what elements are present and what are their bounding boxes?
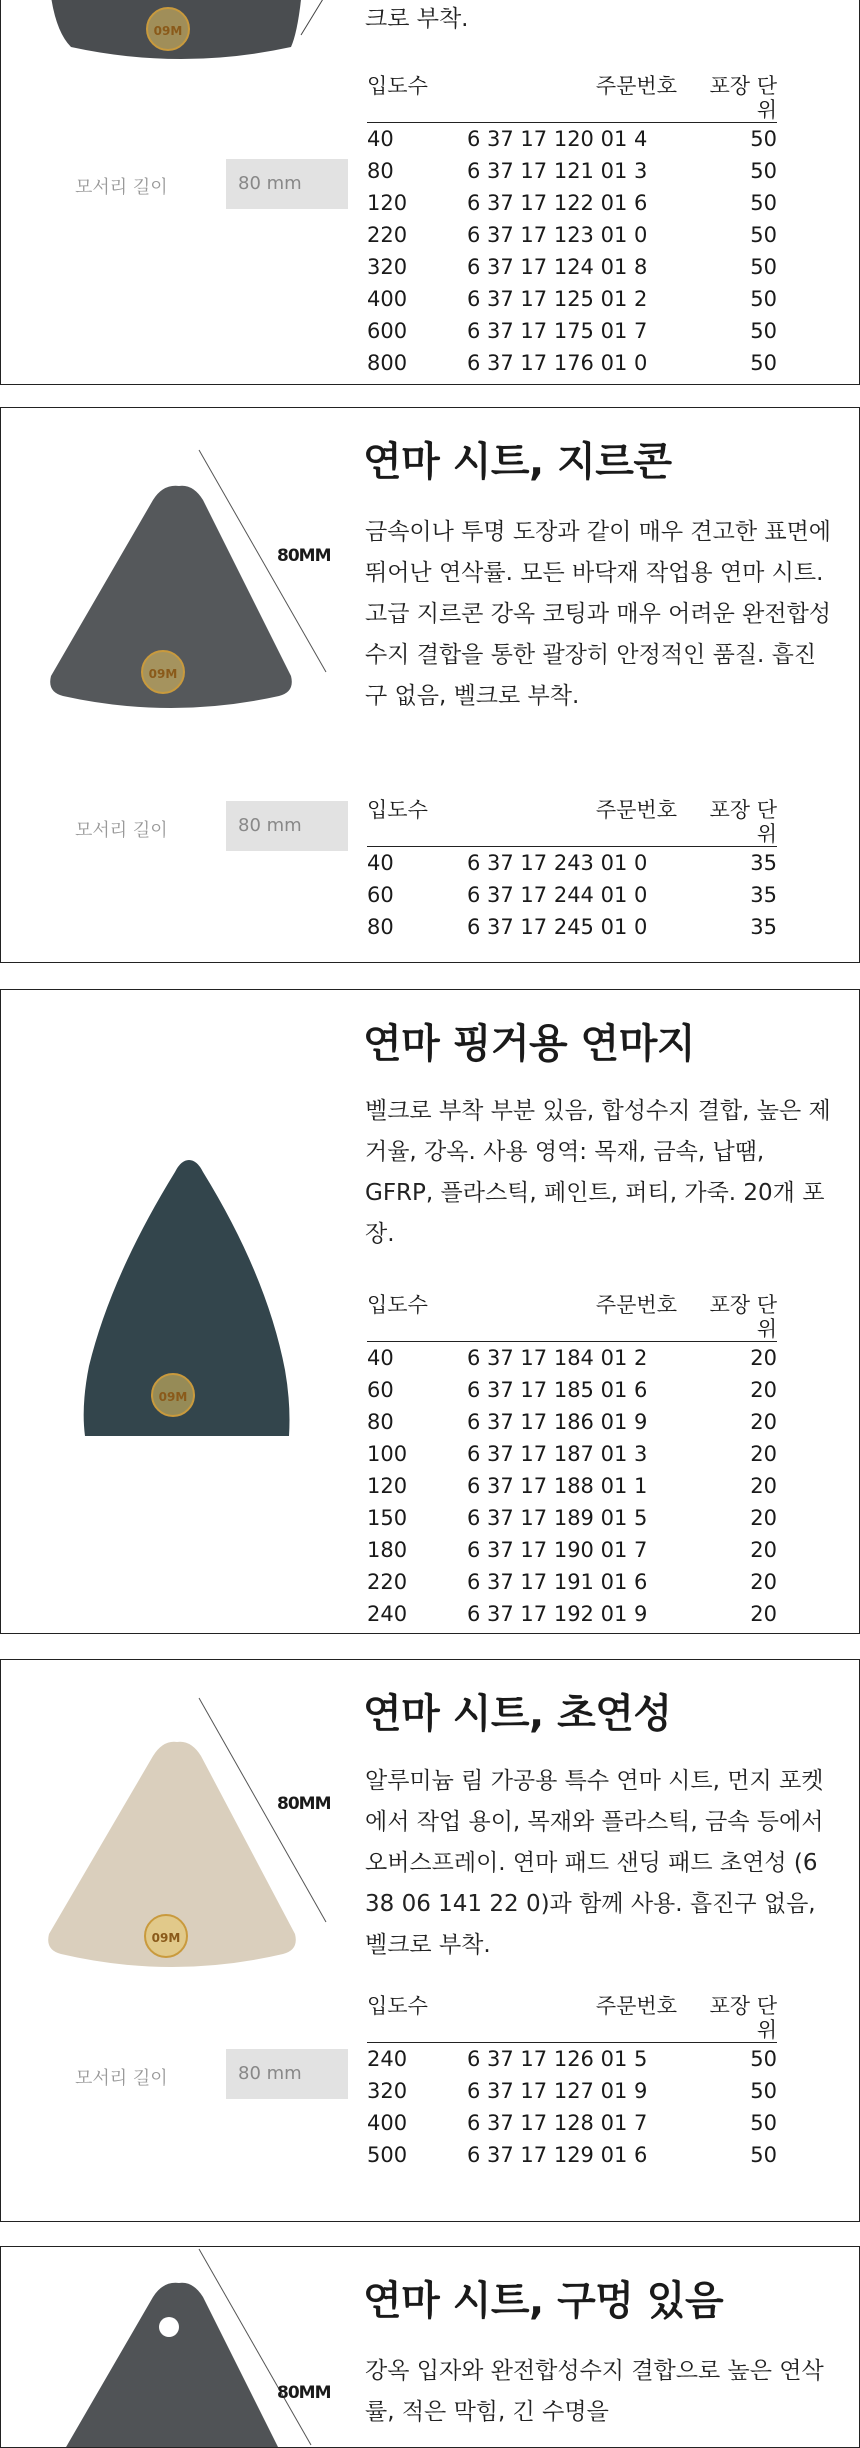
product-title: 연마 시트, 초연성 — [363, 1691, 672, 1737]
pack-unit-cell: 20 — [750, 1570, 777, 1594]
grit-cell: 60 — [367, 1378, 394, 1402]
table-row — [367, 1438, 777, 1470]
pack-unit-cell: 50 — [750, 351, 777, 375]
watermark-logo: 09M — [144, 1914, 188, 1958]
dimension-line — [191, 450, 331, 690]
table-row — [367, 847, 777, 879]
table-body — [367, 2043, 777, 2171]
table-body — [367, 847, 777, 943]
pack-unit-cell: 50 — [750, 223, 777, 247]
grit-cell: 80 — [367, 915, 394, 939]
table-row — [367, 155, 777, 187]
order-table — [367, 798, 777, 943]
product-description: 벨크로 부착 부분 있음, 합성수지 결합, 높은 제거율, 강옥. 사용 영역: 목재, 금속, 납땜, GFRP, 플라스틱, 페인트, 퍼티, 가죽. 20개 포장. — [365, 1098, 831, 1247]
order-number-cell: 6 37 17 244 01 0 — [467, 883, 648, 907]
order-number-cell: 6 37 17 187 01 3 — [467, 1442, 648, 1466]
order-number-cell: 6 37 17 124 01 8 — [467, 255, 648, 279]
table-row — [367, 2075, 777, 2107]
pack-unit-cell: 20 — [750, 1442, 777, 1466]
corner-length-value: 80 mm — [226, 801, 348, 851]
table-header — [367, 1994, 777, 2043]
order-number-cell: 6 37 17 186 01 9 — [467, 1410, 648, 1434]
order-table — [367, 1994, 777, 2171]
table-body — [367, 1342, 777, 1630]
table-row — [367, 251, 777, 283]
table-row — [367, 911, 777, 943]
order-number-cell: 6 37 17 175 01 7 — [467, 319, 648, 343]
pack-unit-cell: 50 — [750, 2143, 777, 2167]
product-section-5 — [0, 2246, 860, 2448]
pack-unit-cell: 35 — [750, 915, 777, 939]
col-order-header: 주문번호 — [595, 74, 677, 98]
pack-unit-cell: 50 — [750, 159, 777, 183]
order-number-cell: 6 37 17 243 01 0 — [467, 851, 648, 875]
dimension-line — [301, 0, 331, 39]
order-number-cell: 6 37 17 120 01 4 — [467, 127, 648, 151]
product-description: 크로 부착. — [365, 6, 469, 32]
product-title: 연마 시트, 지르콘 — [363, 439, 672, 485]
grit-cell: 150 — [367, 1506, 408, 1530]
grit-cell: 240 — [367, 1602, 408, 1626]
grit-cell: 400 — [367, 2111, 408, 2135]
table-row — [367, 1566, 777, 1598]
col-grit-header: 입도수 — [367, 1293, 428, 1317]
pack-unit-cell: 50 — [750, 2111, 777, 2135]
pack-unit-cell: 20 — [750, 1538, 777, 1562]
order-number-cell: 6 37 17 189 01 5 — [467, 1506, 648, 1530]
order-number-cell: 6 37 17 184 01 2 — [467, 1346, 648, 1370]
dimension-label: 80MM — [277, 2383, 331, 2403]
grit-cell: 220 — [367, 223, 408, 247]
corner-length-value: 80 mm — [226, 159, 348, 209]
table-header — [367, 1293, 777, 1342]
dimension-label: 80MM — [277, 1794, 331, 1814]
grit-cell: 80 — [367, 1410, 394, 1434]
pack-unit-cell: 20 — [750, 1410, 777, 1434]
grit-cell: 120 — [367, 191, 408, 215]
order-number-cell: 6 37 17 125 01 2 — [467, 287, 648, 311]
col-pack-header: 포장 단위 — [709, 1994, 777, 2042]
table-row — [367, 1502, 777, 1534]
table-row — [367, 123, 777, 155]
pack-unit-cell: 20 — [750, 1346, 777, 1370]
corner-length-label: 모서리 길이 — [75, 820, 168, 841]
pack-unit-cell: 35 — [750, 851, 777, 875]
grit-cell: 320 — [367, 2079, 408, 2103]
pack-unit-cell: 50 — [750, 2047, 777, 2071]
table-row — [367, 2043, 777, 2075]
grit-cell: 120 — [367, 1474, 408, 1498]
col-order-header: 주문번호 — [595, 1994, 677, 2018]
grit-cell: 100 — [367, 1442, 408, 1466]
pack-unit-cell: 50 — [750, 127, 777, 151]
grit-cell: 500 — [367, 2143, 408, 2167]
corner-length-label: 모서리 길이 — [75, 177, 168, 198]
pack-unit-cell: 20 — [750, 1474, 777, 1498]
table-row — [367, 219, 777, 251]
table-header — [367, 74, 777, 123]
grit-cell: 40 — [367, 127, 394, 151]
product-description: 강옥 입자와 완전합성수지 결합으로 높은 연삭률, 적은 막힘, 긴 수명을 — [365, 2358, 824, 2425]
grit-cell: 240 — [367, 2047, 408, 2071]
table-row — [367, 187, 777, 219]
product-description: 금속이나 투명 도장과 같이 매우 견고한 표면에 뛰어난 연삭률. 모든 바닥재 작업용 연마 시트. 고급 지르콘 강옥 코팅과 매우 어려운 완전합성수지 결합을 통한 괄장히 안정적인 품질. 흡진구 없음, 벨크로 부착. — [365, 519, 832, 709]
grit-cell: 60 — [367, 883, 394, 907]
table-row — [367, 2139, 777, 2171]
order-number-cell: 6 37 17 190 01 7 — [467, 1538, 648, 1562]
order-number-cell: 6 37 17 127 01 9 — [467, 2079, 648, 2103]
col-pack-header: 포장 단위 — [709, 798, 777, 846]
product-section-4 — [0, 1659, 860, 2222]
col-pack-header: 포장 단위 — [709, 74, 777, 122]
corner-length-label: 모서리 길이 — [75, 2068, 168, 2089]
table-header — [367, 798, 777, 847]
pack-unit-cell: 35 — [750, 883, 777, 907]
table-row — [367, 1406, 777, 1438]
table-row — [367, 347, 777, 379]
watermark-logo: 09M — [146, 7, 190, 51]
product-description: 알루미늄 림 가공용 특수 연마 시트, 먼지 포켓에서 작업 용이, 목재와 플라스틱, 금속 등에서 오버스프레이. 연마 패드 샌딩 패드 초연성 (6 38 06 141 22 0)과 함께 사용. 흡진구 없음, 벨크로 부착. — [365, 1768, 824, 1958]
pack-unit-cell: 50 — [750, 255, 777, 279]
product-title: 연마 시트, 구멍 있음 — [363, 2278, 724, 2324]
corner-length-value: 80 mm — [226, 2049, 348, 2099]
grit-cell: 400 — [367, 287, 408, 311]
dimension-label: 80MM — [277, 546, 331, 566]
order-number-cell: 6 37 17 126 01 5 — [467, 2047, 648, 2071]
grit-cell: 180 — [367, 1538, 408, 1562]
pack-unit-cell: 50 — [750, 2079, 777, 2103]
table-row — [367, 1342, 777, 1374]
dimension-line — [191, 2249, 331, 2448]
table-row — [367, 1598, 777, 1630]
grit-cell: 600 — [367, 319, 408, 343]
watermark-logo: 09M — [151, 1373, 195, 1417]
order-number-cell: 6 37 17 192 01 9 — [467, 1602, 648, 1626]
pack-unit-cell: 20 — [750, 1378, 777, 1402]
product-section-2 — [0, 407, 860, 963]
order-number-cell: 6 37 17 121 01 3 — [467, 159, 648, 183]
product-title: 연마 핑거용 연마지 — [363, 1021, 695, 1067]
col-grit-header: 입도수 — [367, 1994, 428, 2018]
order-number-cell: 6 37 17 128 01 7 — [467, 2111, 648, 2135]
grit-cell: 220 — [367, 1570, 408, 1594]
table-body — [367, 123, 777, 379]
grit-cell: 320 — [367, 255, 408, 279]
grit-cell: 800 — [367, 351, 408, 375]
pack-unit-cell: 20 — [750, 1602, 777, 1626]
dimension-line — [191, 1698, 331, 1938]
grit-cell: 40 — [367, 1346, 394, 1370]
col-grit-header: 입도수 — [367, 74, 428, 98]
col-order-header: 주문번호 — [595, 1293, 677, 1317]
table-row — [367, 283, 777, 315]
table-row — [367, 1470, 777, 1502]
pack-unit-cell: 20 — [750, 1506, 777, 1530]
order-number-cell: 6 37 17 191 01 6 — [467, 1570, 648, 1594]
pack-unit-cell: 50 — [750, 319, 777, 343]
table-row — [367, 1374, 777, 1406]
product-section-1 — [0, 0, 860, 385]
order-number-cell: 6 37 17 123 01 0 — [467, 223, 648, 247]
col-order-header: 주문번호 — [595, 798, 677, 822]
col-grit-header: 입도수 — [367, 798, 428, 822]
pack-unit-cell: 50 — [750, 287, 777, 311]
order-table — [367, 74, 777, 379]
table-row — [367, 2107, 777, 2139]
order-number-cell: 6 37 17 122 01 6 — [467, 191, 648, 215]
order-table — [367, 1293, 777, 1630]
pack-unit-cell: 50 — [750, 191, 777, 215]
order-number-cell: 6 37 17 176 01 0 — [467, 351, 648, 375]
col-pack-header: 포장 단위 — [709, 1293, 777, 1341]
table-row — [367, 1534, 777, 1566]
order-number-cell: 6 37 17 188 01 1 — [467, 1474, 648, 1498]
order-number-cell: 6 37 17 185 01 6 — [467, 1378, 648, 1402]
watermark-logo: 09M — [141, 650, 185, 694]
table-row — [367, 315, 777, 347]
table-row — [367, 879, 777, 911]
order-number-cell: 6 37 17 245 01 0 — [467, 915, 648, 939]
product-section-3 — [0, 989, 860, 1634]
order-number-cell: 6 37 17 129 01 6 — [467, 2143, 648, 2167]
grit-cell: 80 — [367, 159, 394, 183]
grit-cell: 40 — [367, 851, 394, 875]
